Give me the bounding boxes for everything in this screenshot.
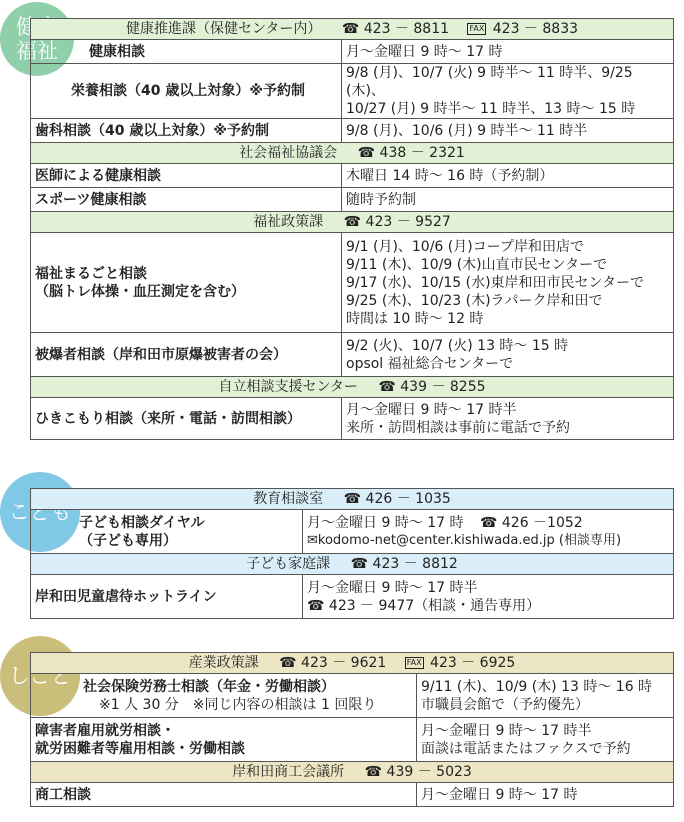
health-dept-header: 社会福祉協議会 ☎ 438 － 2321	[31, 143, 674, 164]
consult-label: 医師による健康相談	[31, 164, 342, 188]
phone-icon: ☎	[364, 764, 383, 780]
phone-icon: ☎	[343, 214, 362, 230]
consult-value: 月～金曜日 9 時～ 17 時	[342, 40, 674, 64]
consult-label: 栄養相談（40 歳以上対象）※予約制	[31, 64, 342, 119]
email-address[interactable]: kodomo-net@center.kishiwada.ed.jp	[317, 532, 555, 548]
consult-value: 9/2 (火)、10/7 (火) 13 時～ 15 時 opsol 福祉総合センターで	[342, 333, 674, 377]
phone-icon: ☎	[341, 21, 360, 37]
phone-icon: ☎	[350, 556, 369, 572]
consult-value: 9/8 (月)、10/7 (火) 9 時半～ 11 時半、9/25 (木)、 10/27 (月) 9 時半～ 11 時半、13 時～ 15 時	[342, 64, 674, 119]
consult-label: 子ども相談ダイヤル （子ども専用）	[31, 510, 303, 554]
consult-label: 福祉まるごと相談 （脳トレ体操・血圧測定を含む）	[31, 233, 342, 333]
fax-icon: FAX	[469, 24, 485, 33]
kids-dept-header: 教育相談室 ☎ 426 － 1035	[31, 489, 674, 510]
consult-label: 岸和田児童虐待ホットライン	[31, 575, 303, 619]
consult-value: 9/11 (木)、10/9 (木) 13 時～ 16 時 市職員会館で（予約優先）	[417, 674, 674, 718]
kids-dept-header: 子ども家庭課 ☎ 423 － 8812	[31, 554, 674, 575]
consult-value: 9/8 (月)、10/6 (月) 9 時半～ 11 時半	[342, 119, 674, 143]
work-table	[30, 652, 674, 807]
health-dept-header	[31, 19, 674, 40]
work-badge-label: しごと	[8, 664, 72, 688]
consult-value: 9/1 (月)、10/6 (月)コープ岸和田店で 9/11 (木)、10/9 (木)山直市民センターで 9/17 (水)、10/15 (水)東岸和田市民センターで 9/25 (木)、10/23 (木)ラパーク岸和田で 時間は 10 時～ 12 時	[342, 233, 674, 333]
fax-icon: FAX	[406, 658, 422, 667]
phone-icon: ☎	[378, 379, 396, 395]
phone-icon: ☎	[307, 597, 325, 614]
kids-table	[30, 488, 674, 619]
consult-label: ひきこもり相談（来所・電話・訪問相談）	[31, 398, 342, 440]
consult-label: 被爆者相談（岸和田市原爆被害者の会）	[31, 333, 342, 377]
dept-name: 健康推進課（保健センター内）	[125, 21, 322, 37]
mail-icon: ✉	[307, 532, 318, 548]
consult-value: 木曜日 14 時～ 16 時（予約制）	[342, 164, 674, 188]
consult-label: 社会保険労務士相談（年金・労働相談） ※1 人 30 分 ※同じ内容の相談は 1 回限り	[31, 674, 417, 718]
health-dept-header: 福祉政策課 ☎ 423 － 9527	[31, 212, 674, 233]
consult-value: 月～金曜日 9 時～ 17 時半 面談は電話またはファクスで予約	[417, 718, 674, 762]
consult-label: 歯科相談（40 歳以上対象）※予約制	[31, 119, 342, 143]
kids-badge-label: こども	[8, 500, 72, 524]
dept-tel: 423 － 8811	[363, 21, 450, 37]
phone-icon: ☎	[479, 514, 498, 531]
phone-icon: ☎	[343, 491, 362, 507]
work-dept-header: 産業政策課 ☎ 423 － 9621 FAX 423 － 6925	[31, 653, 674, 674]
consult-label: 商工相談	[31, 783, 417, 807]
dept-fax: 423 － 8833	[492, 21, 579, 37]
health-badge-line1: 健康	[16, 15, 58, 39]
consult-value: 月～金曜日 9 時～ 17 時	[417, 783, 674, 807]
work-dept-header: 岸和田商工会議所 ☎ 439 － 5023	[31, 762, 674, 783]
phone-icon: ☎	[279, 655, 297, 671]
health-welfare-table	[30, 18, 674, 440]
health-badge-line2: 福祉	[16, 39, 58, 63]
consult-value: 月～金曜日 9 時～ 17 時半 来所・訪問相談は事前に電話で予約	[342, 398, 674, 440]
consult-value: 月～金曜日 9 時～ 17 時 ☎ 426 －1052 ✉kodomo-net@center.kishiwada.ed.jp (相談専用)	[303, 510, 674, 554]
consult-label: 障害者雇用就労相談・ 就労困難者等雇用相談・労働相談	[31, 718, 417, 762]
consult-value: 月～金曜日 9 時～ 17 時半 ☎ 423 － 9477（相談・通告専用）	[303, 575, 674, 619]
consult-value: 随時予約制	[342, 188, 674, 212]
health-dept-header: 自立相談支援センター ☎ 439 － 8255	[31, 377, 674, 398]
consult-label: 健康相談	[31, 40, 342, 64]
phone-icon: ☎	[357, 145, 376, 161]
consult-label: スポーツ健康相談	[31, 188, 342, 212]
